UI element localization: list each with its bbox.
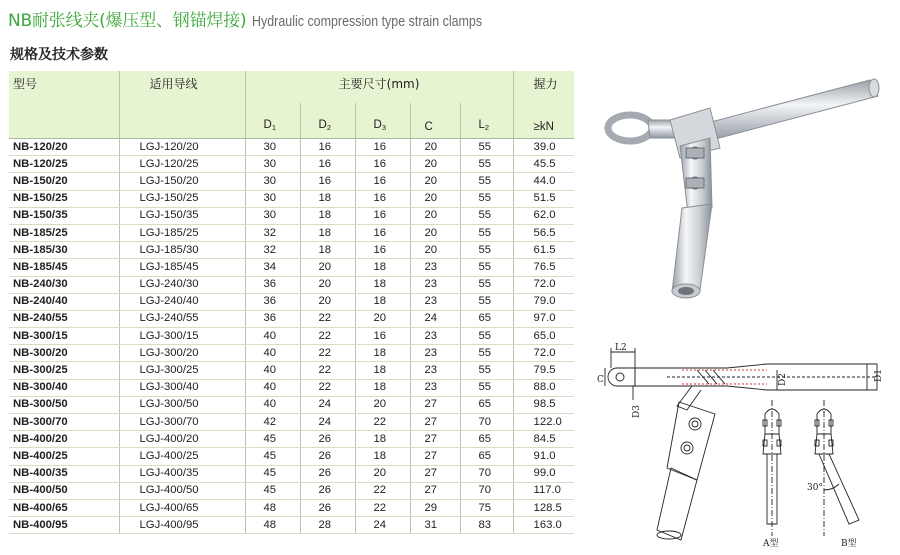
table-header-row bbox=[9, 71, 574, 103]
cell-l2: 55 bbox=[460, 379, 513, 396]
cell-d3: 18 bbox=[355, 345, 410, 362]
table-row bbox=[9, 207, 574, 224]
cell-l2: 55 bbox=[460, 345, 513, 362]
cell-model: NB-300/25 bbox=[9, 362, 119, 379]
cell-d3: 18 bbox=[355, 293, 410, 310]
table-row bbox=[9, 139, 574, 156]
cell-d1: 48 bbox=[245, 499, 300, 516]
cell-grip: 72.0 bbox=[513, 345, 574, 362]
cell-model: NB-240/30 bbox=[9, 276, 119, 293]
cell-d3: 18 bbox=[355, 276, 410, 293]
cell-l2: 70 bbox=[460, 482, 513, 499]
header-grip-unit: ≥kN bbox=[513, 103, 574, 139]
header-l2: $L_2$ bbox=[460, 103, 513, 139]
cell-conductor: LGJ-150/35 bbox=[119, 207, 245, 224]
cell-c: 20 bbox=[410, 139, 460, 156]
cell-d1: 36 bbox=[245, 293, 300, 310]
cell-grip: 128.5 bbox=[513, 499, 574, 516]
cell-grip: 45.5 bbox=[513, 156, 574, 173]
cell-d2: 22 bbox=[300, 310, 355, 327]
table-row bbox=[9, 482, 574, 499]
cell-c: 29 bbox=[410, 499, 460, 516]
cell-c: 23 bbox=[410, 293, 460, 310]
cell-d3: 22 bbox=[355, 499, 410, 516]
cell-grip: 72.0 bbox=[513, 276, 574, 293]
cell-conductor: LGJ-240/55 bbox=[119, 310, 245, 327]
cell-d3: 18 bbox=[355, 431, 410, 448]
cell-model: NB-400/95 bbox=[9, 517, 119, 534]
cell-c: 20 bbox=[410, 156, 460, 173]
cell-model: NB-150/35 bbox=[9, 207, 119, 224]
cell-model: NB-240/40 bbox=[9, 293, 119, 310]
cell-model: NB-400/20 bbox=[9, 431, 119, 448]
cell-d2: 18 bbox=[300, 190, 355, 207]
cell-l2: 55 bbox=[460, 139, 513, 156]
cell-d2: 16 bbox=[300, 156, 355, 173]
cell-conductor: LGJ-240/30 bbox=[119, 276, 245, 293]
table-row bbox=[9, 190, 574, 207]
clamp-technical-drawing bbox=[597, 340, 897, 550]
cell-conductor: LGJ-150/20 bbox=[119, 173, 245, 190]
cell-d2: 26 bbox=[300, 499, 355, 516]
cell-grip: 122.0 bbox=[513, 414, 574, 431]
cell-conductor: LGJ-400/20 bbox=[119, 431, 245, 448]
cell-c: 20 bbox=[410, 207, 460, 224]
cell-c: 23 bbox=[410, 345, 460, 362]
cell-d3: 16 bbox=[355, 224, 410, 241]
cell-d3: 16 bbox=[355, 207, 410, 224]
table-row bbox=[9, 465, 574, 482]
cell-d2: 18 bbox=[300, 224, 355, 241]
table-row bbox=[9, 242, 574, 259]
dim-d1-label: D1 bbox=[874, 369, 884, 382]
cell-d1: 45 bbox=[245, 448, 300, 465]
cell-grip: 84.5 bbox=[513, 431, 574, 448]
table-row bbox=[9, 431, 574, 448]
cell-l2: 65 bbox=[460, 431, 513, 448]
cell-c: 31 bbox=[410, 517, 460, 534]
cell-grip: 62.0 bbox=[513, 207, 574, 224]
cell-d2: 16 bbox=[300, 173, 355, 190]
cell-l2: 55 bbox=[460, 224, 513, 241]
cell-model: NB-185/30 bbox=[9, 242, 119, 259]
cell-model: NB-300/50 bbox=[9, 396, 119, 413]
table-row bbox=[9, 448, 574, 465]
cell-model: NB-120/25 bbox=[9, 156, 119, 173]
cell-l2: 55 bbox=[460, 156, 513, 173]
header-dimensions: 主要尺寸(mm) bbox=[245, 71, 513, 103]
cell-c: 27 bbox=[410, 396, 460, 413]
table-row bbox=[9, 379, 574, 396]
cell-c: 27 bbox=[410, 448, 460, 465]
header-grip: 握力 bbox=[513, 71, 574, 103]
cell-model: NB-300/20 bbox=[9, 345, 119, 362]
subheader-blank-conductor bbox=[119, 103, 245, 139]
cell-d2: 18 bbox=[300, 207, 355, 224]
table-row bbox=[9, 259, 574, 276]
cell-conductor: LGJ-400/50 bbox=[119, 482, 245, 499]
table-row bbox=[9, 293, 574, 310]
cell-c: 23 bbox=[410, 328, 460, 345]
table-row bbox=[9, 499, 574, 516]
cell-c: 23 bbox=[410, 379, 460, 396]
cell-d2: 22 bbox=[300, 362, 355, 379]
clamp-photo bbox=[600, 58, 900, 308]
cell-d1: 30 bbox=[245, 139, 300, 156]
table-row bbox=[9, 396, 574, 413]
cell-l2: 70 bbox=[460, 465, 513, 482]
table-row bbox=[9, 414, 574, 431]
page-title bbox=[8, 6, 520, 32]
cell-l2: 70 bbox=[460, 414, 513, 431]
cell-grip: 91.0 bbox=[513, 448, 574, 465]
cell-d1: 30 bbox=[245, 156, 300, 173]
cell-d2: 26 bbox=[300, 448, 355, 465]
cell-conductor: LGJ-240/40 bbox=[119, 293, 245, 310]
type-a-label: A型 bbox=[763, 539, 779, 549]
cell-d2: 22 bbox=[300, 328, 355, 345]
cell-c: 27 bbox=[410, 414, 460, 431]
cell-d3: 24 bbox=[355, 517, 410, 534]
cell-d2: 26 bbox=[300, 482, 355, 499]
cell-conductor: LGJ-400/95 bbox=[119, 517, 245, 534]
cell-l2: 65 bbox=[460, 396, 513, 413]
cell-conductor: LGJ-185/25 bbox=[119, 224, 245, 241]
cell-conductor: LGJ-150/25 bbox=[119, 190, 245, 207]
cell-d3: 16 bbox=[355, 173, 410, 190]
cell-l2: 55 bbox=[460, 328, 513, 345]
cell-c: 23 bbox=[410, 362, 460, 379]
cell-conductor: LGJ-400/65 bbox=[119, 499, 245, 516]
cell-d1: 30 bbox=[245, 190, 300, 207]
cell-conductor: LGJ-300/15 bbox=[119, 328, 245, 345]
cell-d3: 20 bbox=[355, 465, 410, 482]
cell-d1: 32 bbox=[245, 242, 300, 259]
header-conductor: 适用导线 bbox=[119, 71, 245, 103]
cell-d3: 18 bbox=[355, 259, 410, 276]
cell-conductor: LGJ-185/45 bbox=[119, 259, 245, 276]
cell-d1: 36 bbox=[245, 276, 300, 293]
cell-d2: 22 bbox=[300, 345, 355, 362]
cell-d1: 36 bbox=[245, 310, 300, 327]
cell-d1: 40 bbox=[245, 362, 300, 379]
cell-grip: 88.0 bbox=[513, 379, 574, 396]
cell-d3: 16 bbox=[355, 190, 410, 207]
title-cn: NB耐张线夹(爆压型、钢锚焊接) bbox=[8, 11, 247, 31]
cell-d1: 40 bbox=[245, 396, 300, 413]
cell-d1: 40 bbox=[245, 328, 300, 345]
cell-model: NB-400/25 bbox=[9, 448, 119, 465]
cell-d2: 24 bbox=[300, 414, 355, 431]
cell-c: 27 bbox=[410, 482, 460, 499]
table-row bbox=[9, 276, 574, 293]
cell-c: 20 bbox=[410, 224, 460, 241]
cell-d1: 40 bbox=[245, 345, 300, 362]
cell-conductor: LGJ-300/40 bbox=[119, 379, 245, 396]
cell-d3: 20 bbox=[355, 310, 410, 327]
cell-d1: 45 bbox=[245, 465, 300, 482]
title-en: Hydraulic compression type strain clamps bbox=[252, 14, 483, 30]
cell-grip: 163.0 bbox=[513, 517, 574, 534]
cell-d1: 34 bbox=[245, 259, 300, 276]
cell-d3: 16 bbox=[355, 156, 410, 173]
cell-d2: 22 bbox=[300, 379, 355, 396]
cell-l2: 55 bbox=[460, 173, 513, 190]
cell-model: NB-185/45 bbox=[9, 259, 119, 276]
cell-l2: 55 bbox=[460, 259, 513, 276]
cell-d1: 42 bbox=[245, 414, 300, 431]
table-row bbox=[9, 156, 574, 173]
cell-conductor: LGJ-400/35 bbox=[119, 465, 245, 482]
cell-d3: 18 bbox=[355, 448, 410, 465]
cell-conductor: LGJ-120/25 bbox=[119, 156, 245, 173]
cell-model: NB-150/20 bbox=[9, 173, 119, 190]
cell-l2: 65 bbox=[460, 448, 513, 465]
cell-conductor: LGJ-185/30 bbox=[119, 242, 245, 259]
cell-model: NB-300/15 bbox=[9, 328, 119, 345]
table-row bbox=[9, 328, 574, 345]
dim-l2-label: L2 bbox=[615, 343, 627, 353]
cell-d2: 26 bbox=[300, 465, 355, 482]
cell-conductor: LGJ-300/50 bbox=[119, 396, 245, 413]
cell-d3: 18 bbox=[355, 379, 410, 396]
table-row bbox=[9, 345, 574, 362]
cell-grip: 44.0 bbox=[513, 173, 574, 190]
table-row bbox=[9, 310, 574, 327]
cell-c: 27 bbox=[410, 431, 460, 448]
cell-l2: 55 bbox=[460, 190, 513, 207]
cell-c: 24 bbox=[410, 310, 460, 327]
cell-d2: 20 bbox=[300, 293, 355, 310]
cell-l2: 75 bbox=[460, 499, 513, 516]
cell-c: 23 bbox=[410, 259, 460, 276]
cell-conductor: LGJ-300/70 bbox=[119, 414, 245, 431]
cell-conductor: LGJ-400/25 bbox=[119, 448, 245, 465]
cell-model: NB-300/40 bbox=[9, 379, 119, 396]
cell-d2: 20 bbox=[300, 276, 355, 293]
table-subheader-row bbox=[9, 103, 574, 139]
cell-c: 20 bbox=[410, 242, 460, 259]
cell-grip: 39.0 bbox=[513, 139, 574, 156]
subheader-blank-model bbox=[9, 103, 119, 139]
cell-d1: 32 bbox=[245, 224, 300, 241]
cell-grip: 76.5 bbox=[513, 259, 574, 276]
cell-model: NB-400/50 bbox=[9, 482, 119, 499]
cell-l2: 55 bbox=[460, 293, 513, 310]
cell-conductor: LGJ-300/20 bbox=[119, 345, 245, 362]
table-row bbox=[9, 362, 574, 379]
angle-label: 30° bbox=[807, 483, 823, 493]
cell-l2: 65 bbox=[460, 310, 513, 327]
cell-d3: 16 bbox=[355, 242, 410, 259]
cell-l2: 55 bbox=[460, 207, 513, 224]
cell-d1: 30 bbox=[245, 207, 300, 224]
cell-d2: 28 bbox=[300, 517, 355, 534]
cell-grip: 79.0 bbox=[513, 293, 574, 310]
header-d2: $D_2$ bbox=[300, 103, 355, 139]
cell-grip: 79.5 bbox=[513, 362, 574, 379]
cell-conductor: LGJ-300/25 bbox=[119, 362, 245, 379]
cell-d1: 45 bbox=[245, 431, 300, 448]
cell-model: NB-150/25 bbox=[9, 190, 119, 207]
table-row bbox=[9, 517, 574, 534]
cell-l2: 55 bbox=[460, 362, 513, 379]
table-row bbox=[9, 224, 574, 241]
cell-c: 20 bbox=[410, 173, 460, 190]
cell-d3: 16 bbox=[355, 139, 410, 156]
cell-model: NB-120/20 bbox=[9, 139, 119, 156]
cell-d2: 16 bbox=[300, 139, 355, 156]
table-row bbox=[9, 173, 574, 190]
cell-d1: 40 bbox=[245, 379, 300, 396]
cell-l2: 55 bbox=[460, 276, 513, 293]
cell-d3: 16 bbox=[355, 328, 410, 345]
cell-l2: 83 bbox=[460, 517, 513, 534]
cell-model: NB-400/35 bbox=[9, 465, 119, 482]
cell-d2: 18 bbox=[300, 242, 355, 259]
cell-d2: 26 bbox=[300, 431, 355, 448]
cell-model: NB-185/25 bbox=[9, 224, 119, 241]
cell-grip: 61.5 bbox=[513, 242, 574, 259]
cell-grip: 99.0 bbox=[513, 465, 574, 482]
header-d3: $D_3$ bbox=[355, 103, 410, 139]
cell-c: 27 bbox=[410, 465, 460, 482]
cell-conductor: LGJ-120/20 bbox=[119, 139, 245, 156]
cell-d3: 22 bbox=[355, 414, 410, 431]
cell-l2: 55 bbox=[460, 242, 513, 259]
header-c: C bbox=[410, 103, 460, 139]
cell-grip: 65.0 bbox=[513, 328, 574, 345]
cell-grip: 117.0 bbox=[513, 482, 574, 499]
type-b-label: B型 bbox=[841, 539, 857, 549]
cell-grip: 51.5 bbox=[513, 190, 574, 207]
header-model: 型号 bbox=[9, 71, 119, 103]
cell-c: 23 bbox=[410, 276, 460, 293]
section-subtitle: 规格及技术参数 bbox=[10, 47, 108, 63]
cell-grip: 98.5 bbox=[513, 396, 574, 413]
cell-model: NB-300/70 bbox=[9, 414, 119, 431]
dim-d3-label: D3 bbox=[632, 405, 642, 418]
dim-d2-label: D2 bbox=[778, 373, 788, 386]
cell-d3: 18 bbox=[355, 362, 410, 379]
cell-d3: 22 bbox=[355, 482, 410, 499]
cell-d1: 48 bbox=[245, 517, 300, 534]
spec-table bbox=[9, 71, 574, 534]
header-d1: $D_1$ bbox=[245, 103, 300, 139]
dim-c-label: C bbox=[597, 375, 604, 385]
cell-grip: 97.0 bbox=[513, 310, 574, 327]
cell-d2: 24 bbox=[300, 396, 355, 413]
cell-d1: 30 bbox=[245, 173, 300, 190]
cell-d2: 20 bbox=[300, 259, 355, 276]
cell-model: NB-240/55 bbox=[9, 310, 119, 327]
cell-grip: 56.5 bbox=[513, 224, 574, 241]
cell-d1: 45 bbox=[245, 482, 300, 499]
cell-c: 20 bbox=[410, 190, 460, 207]
cell-model: NB-400/65 bbox=[9, 499, 119, 516]
cell-d3: 20 bbox=[355, 396, 410, 413]
